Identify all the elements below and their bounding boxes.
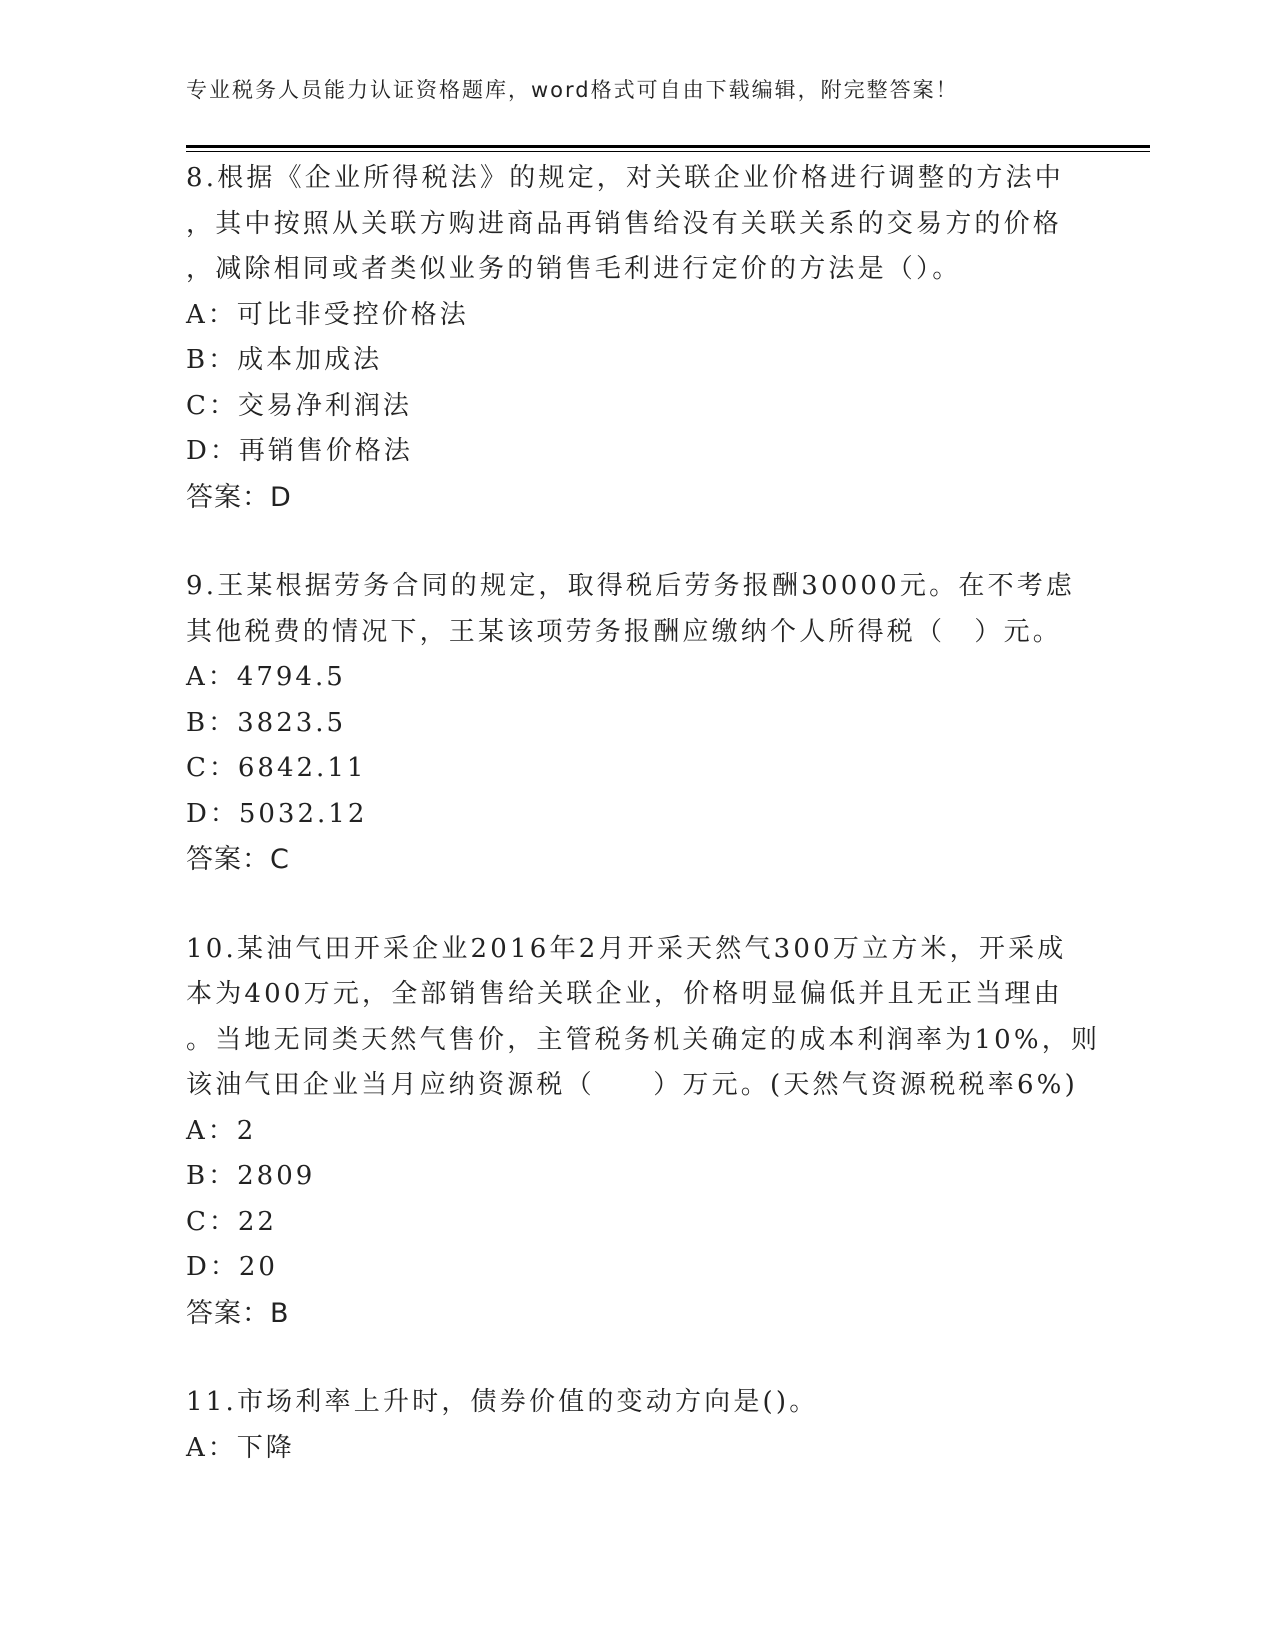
option-d: D：20: [186, 1252, 278, 1282]
option-a: A：下降: [186, 1432, 295, 1463]
option-c: C：交易净利润法: [186, 390, 412, 421]
option-b: B：2809: [186, 1161, 316, 1191]
question-stem-line: ，其中按照从关联方购进商品再销售给没有关联关系的交易方的价格: [186, 208, 1063, 239]
question-stem-line: 10.某油气田开采企业2016年2月开采天然气300万立方米，开采成: [186, 933, 1067, 964]
header-rule-thin: [186, 151, 1150, 152]
option-c: C：22: [186, 1206, 277, 1237]
option-b: B：3823.5: [186, 707, 347, 738]
option-c: C：6842.11: [186, 753, 367, 783]
option-a: A：2: [186, 1115, 257, 1146]
page-header: 专业税务人员能力认证资格题库，word格式可自由下载编辑，附完整答案！: [186, 78, 959, 102]
answer: 答案：D: [186, 481, 292, 513]
question-stem-line: 9.王某根据劳务合同的规定，取得税后劳务报酬30000元。在不考虑: [186, 571, 1076, 601]
option-d: D：再销售价格法: [186, 436, 413, 466]
question-stem-line: ，减除相同或者类似业务的销售毛利进行定价的方法是（）。: [186, 254, 962, 284]
option-b: B：成本加成法: [186, 345, 383, 375]
question-stem-line: 该油气田企业当月应纳资源税（ ）万元。(天然气资源税税率6%): [186, 1070, 1078, 1100]
answer: 答案：C: [186, 844, 290, 875]
question-8: [186, 156, 1086, 520]
option-a: A：可比非受控价格法: [186, 299, 469, 330]
question-stem-line: 本为400万元，全部销售给关联企业，价格明显偏低并且无正当理由: [186, 979, 1063, 1009]
option-d: D：5032.12: [186, 798, 368, 829]
question-9: [186, 564, 1086, 883]
question-stem-line: 11.市场利率上升时，债券价值的变动方向是()。: [186, 1387, 819, 1417]
question-list: [186, 156, 1101, 1471]
question-stem-line: 其他税费的情况下，王某该项劳务报酬应缴纳个人所得税（ ）元。: [186, 616, 1063, 647]
question-11: [186, 1380, 1086, 1471]
header-rule-thick: [186, 145, 1150, 148]
question-stem-line: 。当地无同类天然气售价，主管税务机关确定的成本利润率为10%，则: [186, 1024, 1101, 1055]
question-stem-line: 8.根据《企业所得税法》的规定，对关联企业价格进行调整的方法中: [186, 163, 1065, 193]
option-a: A：4794.5: [186, 662, 346, 692]
question-10: [186, 927, 1101, 1337]
answer: 答案：B: [186, 1297, 290, 1329]
